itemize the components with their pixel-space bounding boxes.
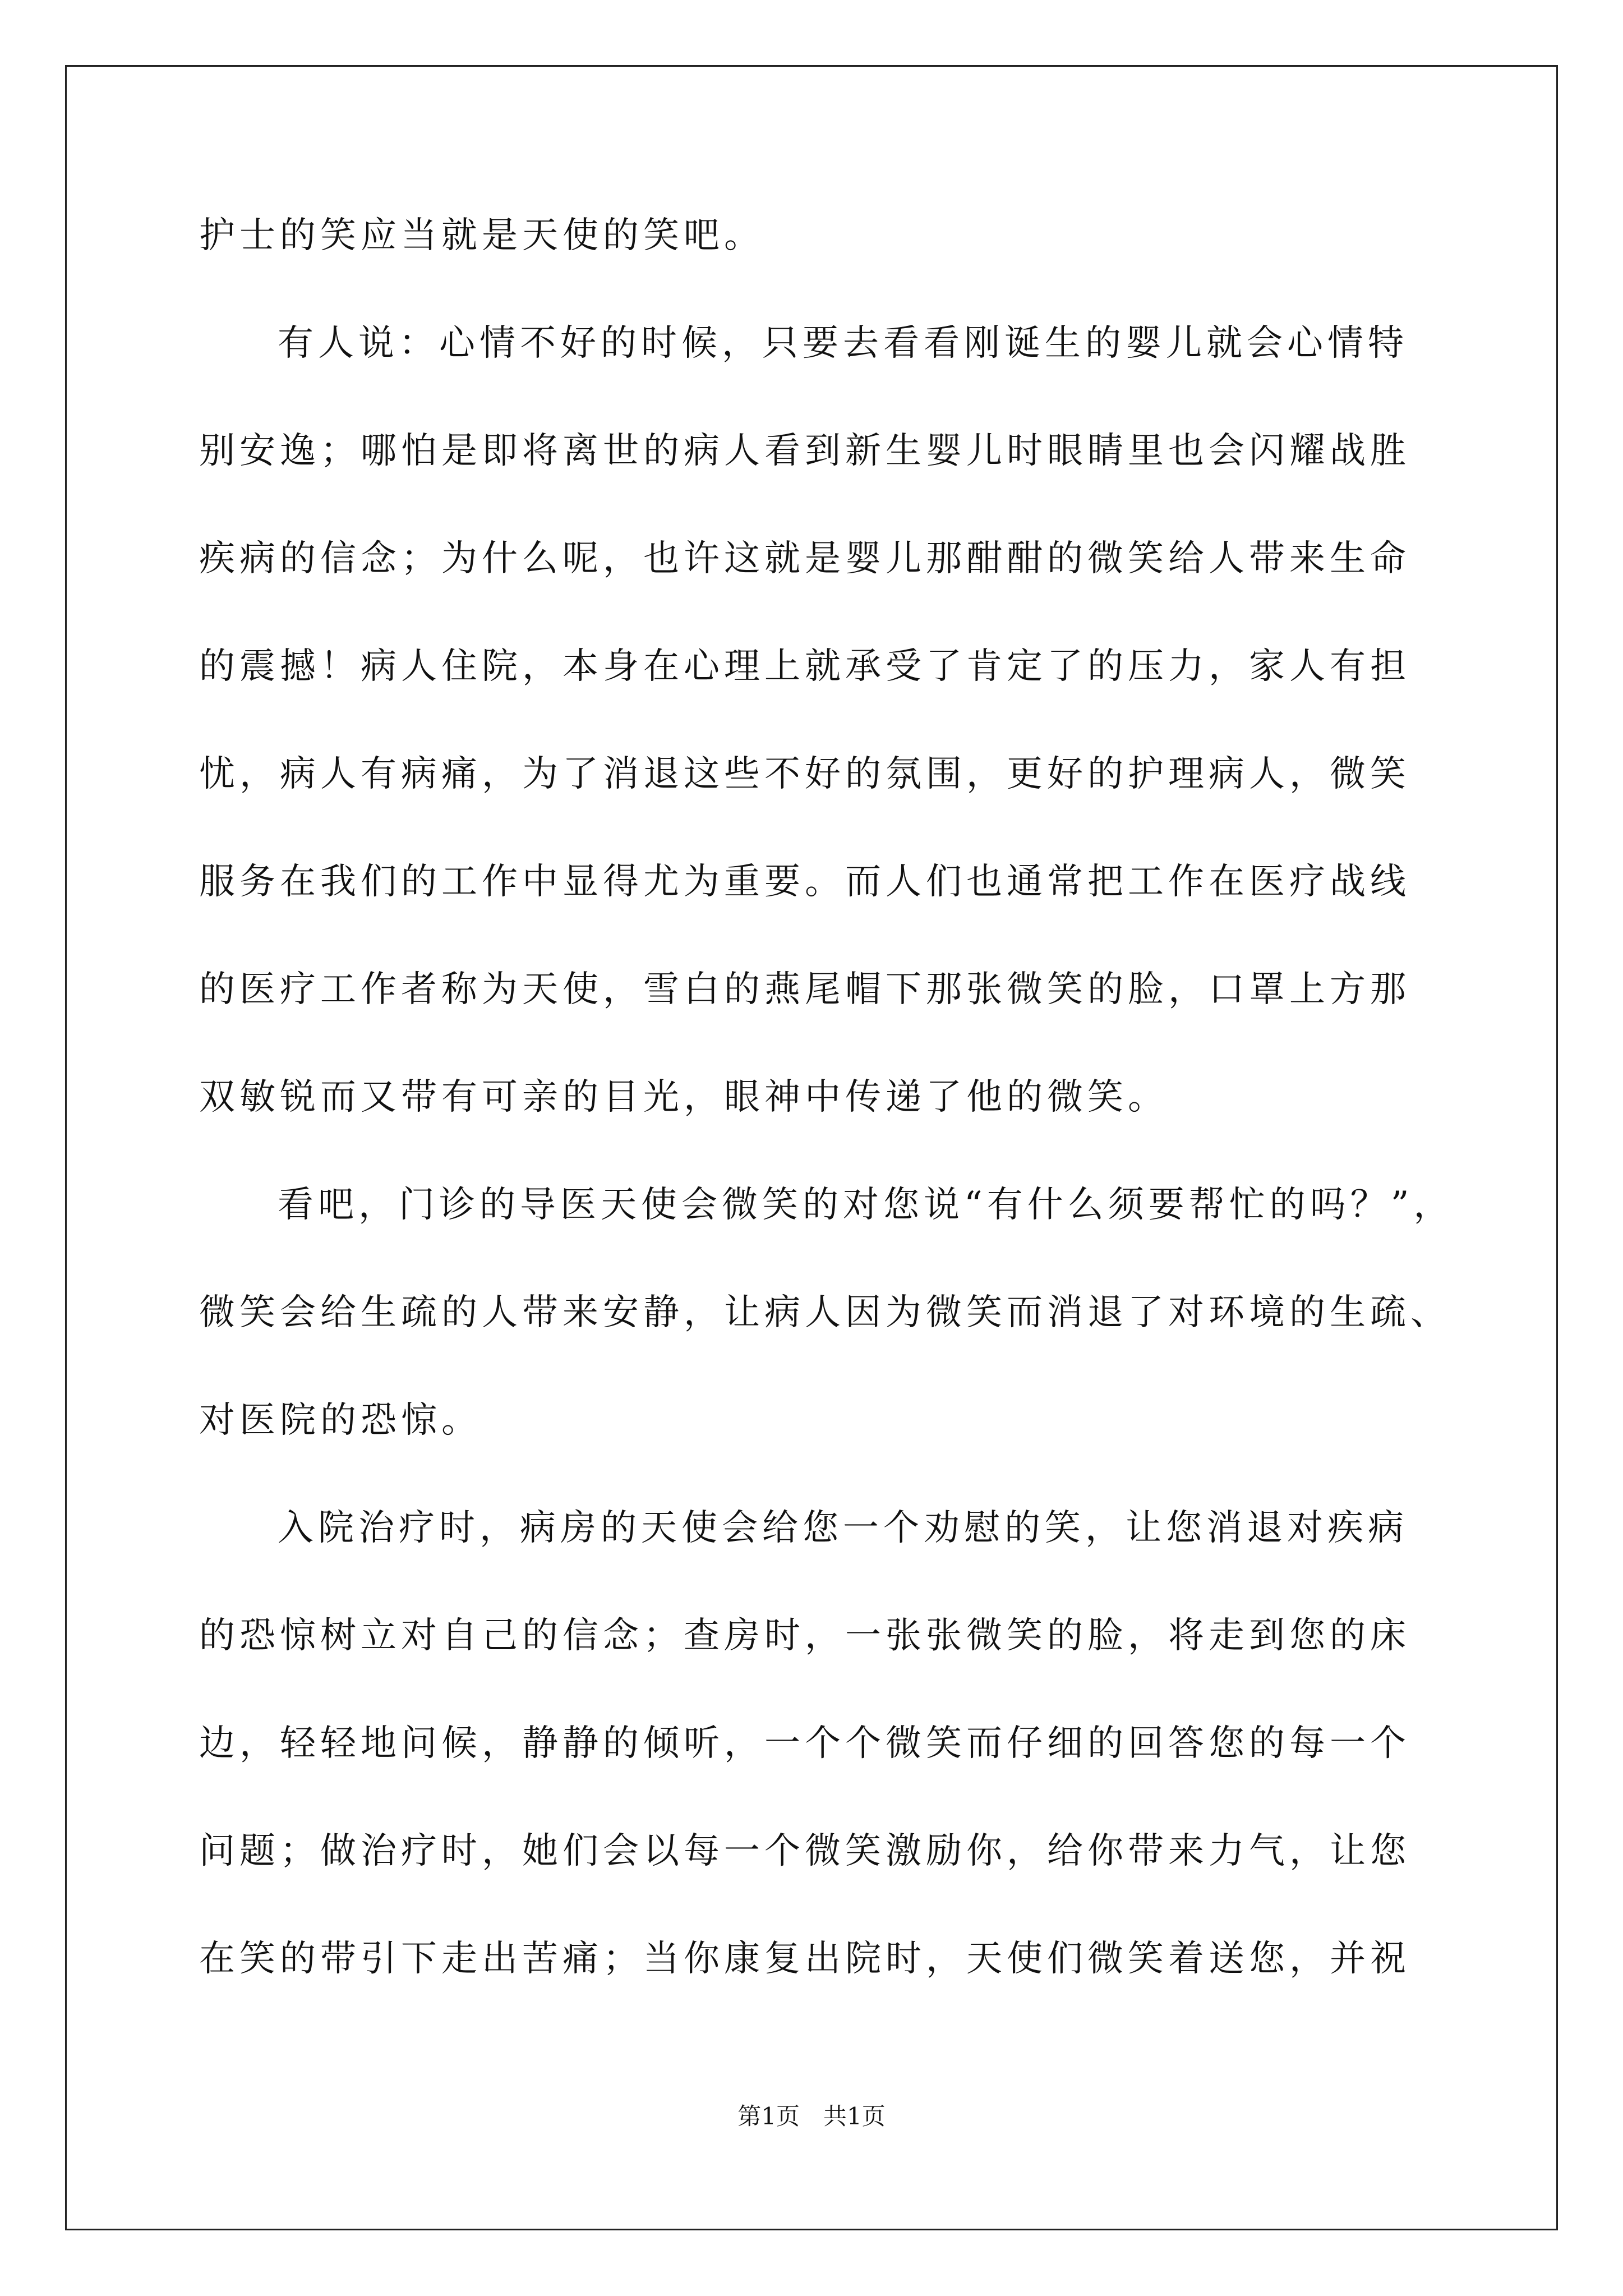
- text-line: 的震撼！病人住院，本身在心理上就承受了肯定了的压力，家人有担: [199, 646, 1410, 687]
- text-line: 边，轻轻地问候，静静的倾听，一个个微笑而仔细的回答您的每一个: [199, 1723, 1410, 1764]
- page-border: [65, 65, 1558, 2230]
- text-line: 在笑的带引下走出苦痛；当你康复出院时，天使们微笑着送您，并祝: [199, 1938, 1410, 1980]
- page-number-footer: 第1页 共1页: [737, 2102, 886, 2130]
- text-line: 别安逸；哪怕是即将离世的病人看到新生婴儿时眼睛里也会闪耀战胜: [199, 430, 1410, 472]
- paragraph-start-line: 入院治疗时，病房的天使会给您一个劝慰的笑，让您消退对疾病: [278, 1507, 1408, 1549]
- text-line: 的恐惊树立对自己的信念；查房时，一张张微笑的脸，将走到您的床: [199, 1615, 1410, 1657]
- text-line: 问题；做治疗时，她们会以每一个微笑激励你，给你带来力气，让您: [199, 1830, 1410, 1872]
- text-line: 的医疗工作者称为天使，雪白的燕尾帽下那张微笑的脸，口罩上方那: [199, 969, 1410, 1010]
- paragraph-start-line: 看吧，门诊的导医天使会微笑的对您说“有什么须要帮忙的吗？”，: [278, 1184, 1454, 1226]
- text-line: 护士的笑应当就是天使的笑吧。: [199, 215, 764, 256]
- paragraph-start-line: 有人说：心情不好的时候，只要去看看刚诞生的婴儿就会心情特: [278, 323, 1408, 364]
- text-line: 疾病的信念；为什么呢，也许这就是婴儿那酣酣的微笑给人带来生命: [199, 538, 1410, 579]
- text-line: 微笑会给生疏的人带来安静，让病人因为微笑而消退了对环境的生疏、: [199, 1292, 1451, 1333]
- text-line: 双敏锐而又带有可亲的目光，眼神中传递了他的微笑。: [199, 1076, 1168, 1118]
- text-line: 忧，病人有病痛，为了消退这些不好的氛围，更好的护理病人，微笑: [199, 753, 1410, 795]
- text-line: 对医院的恐惊。: [199, 1400, 482, 1441]
- text-line: 服务在我们的工作中显得尤为重要。而人们也通常把工作在医疗战线: [199, 861, 1410, 903]
